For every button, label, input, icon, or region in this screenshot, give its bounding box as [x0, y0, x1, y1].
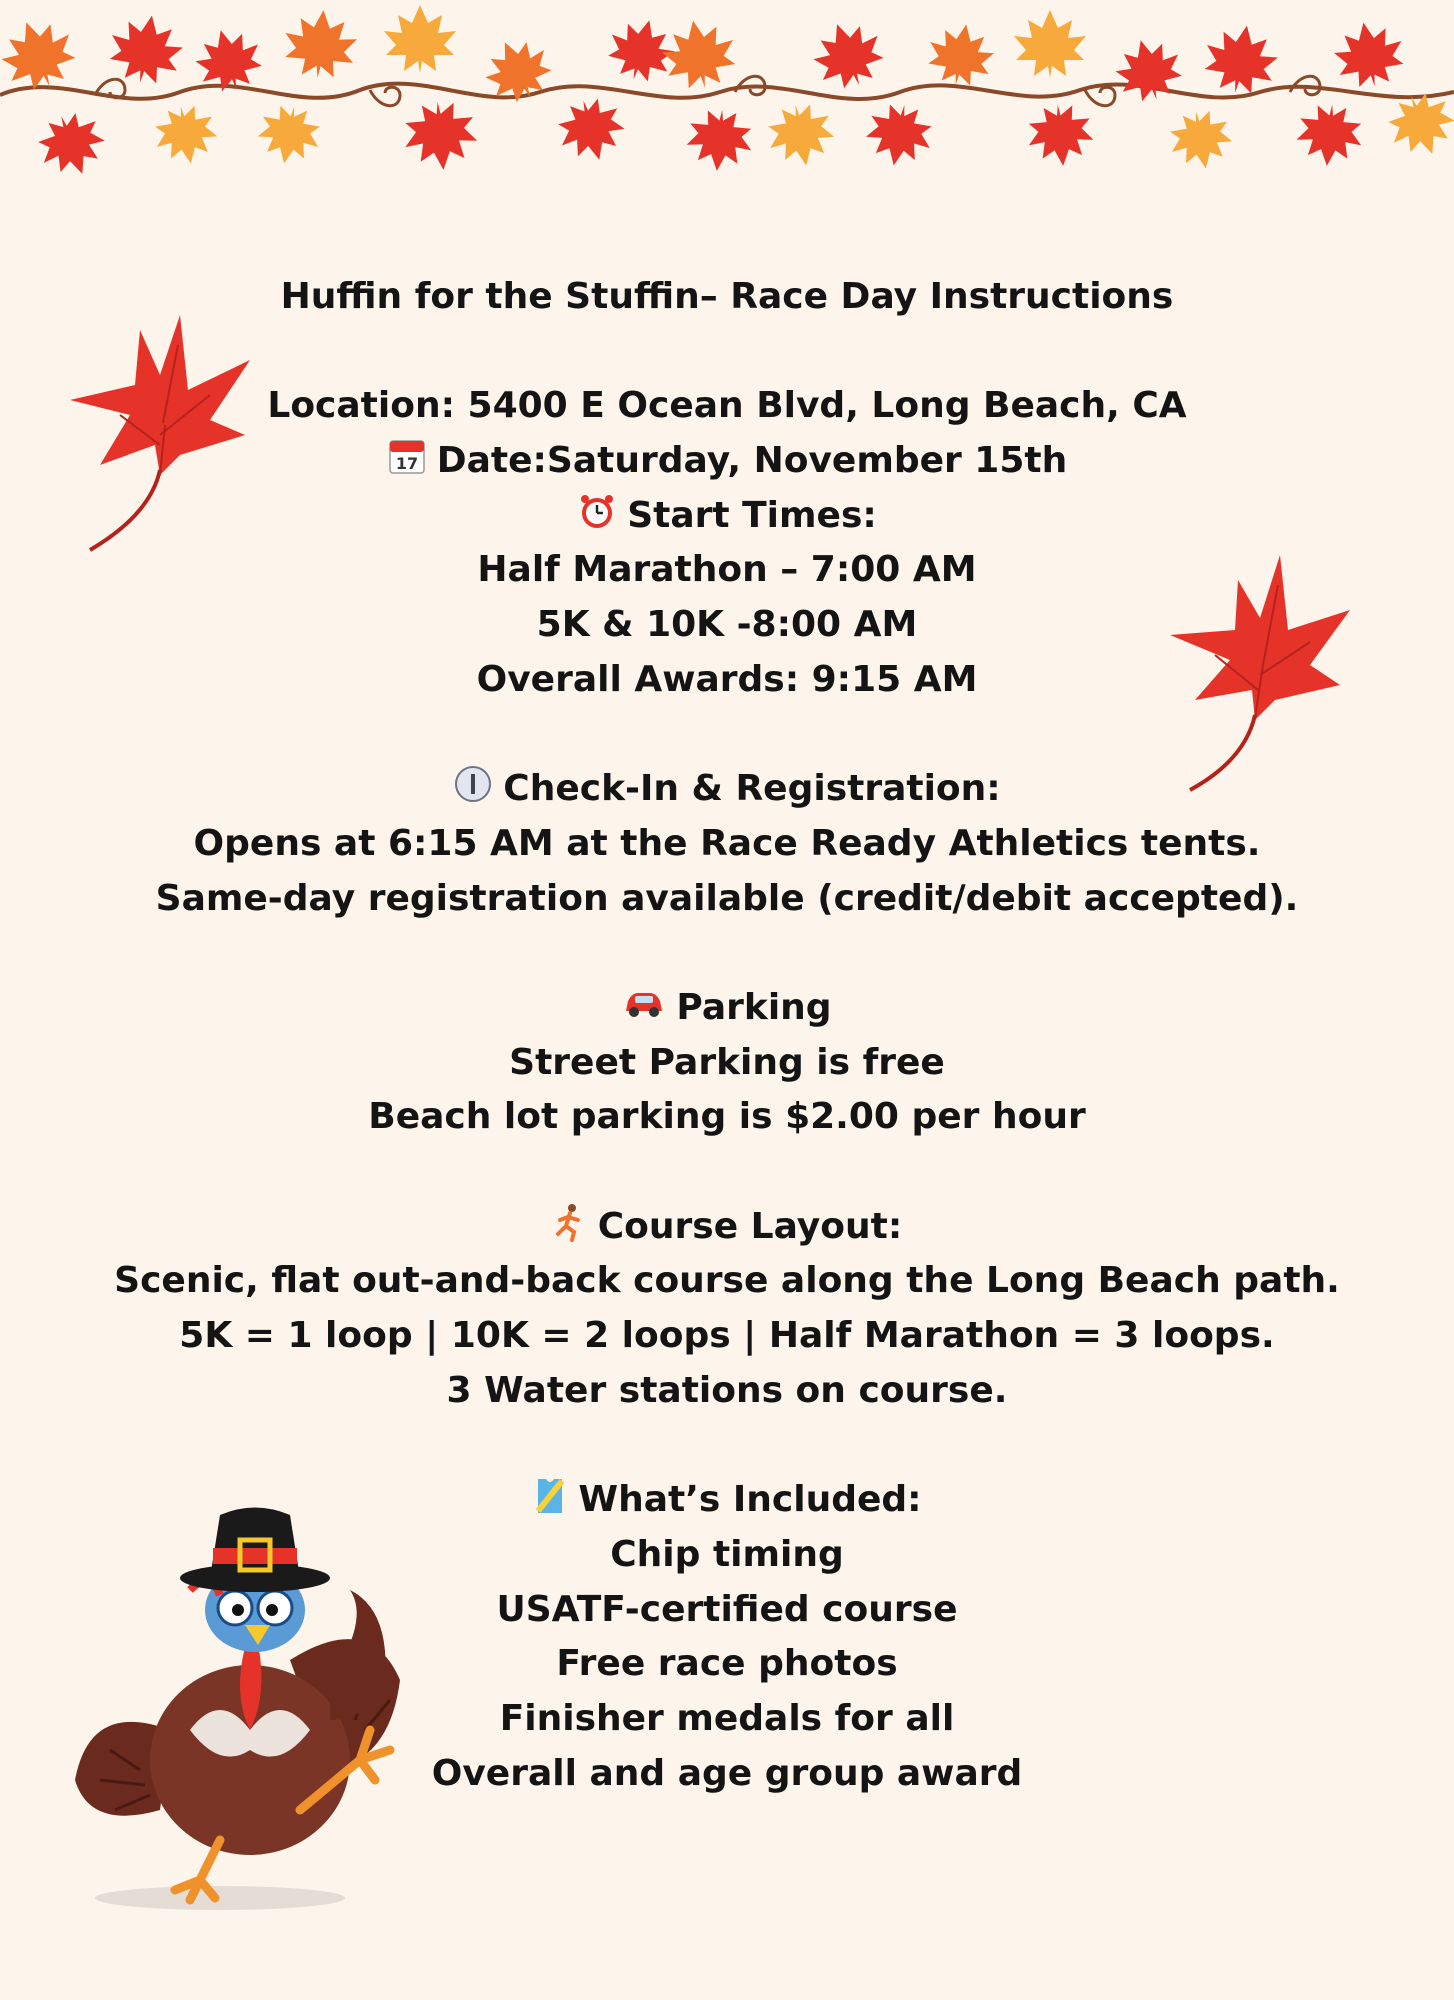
included-item-2: USATF-certified course	[496, 1588, 958, 1630]
start-time-half-marathon: Half Marathon – 7:00 AM	[477, 549, 977, 591]
checkin-line-1: Opens at 6:15 AM at the Race Ready Athletics tents.	[193, 822, 1261, 864]
start-times-heading-line	[0, 489, 1454, 544]
checkin-line-2: Same-day registration available (credit/debit accepted).	[155, 877, 1299, 919]
parking-line-1: Street Parking is free	[509, 1041, 945, 1083]
parking-heading: Parking	[676, 986, 832, 1028]
start-times-heading: Start Times:	[627, 494, 877, 536]
included-item-3: Free race photos	[556, 1643, 898, 1685]
course-heading: Course Layout:	[597, 1205, 903, 1247]
included-item-4: Finisher medals for all	[499, 1697, 955, 1739]
course-line-2: 5K = 1 loop | 10K = 2 loops | Half Marathon = 3 loops.	[179, 1315, 1275, 1357]
checkin-heading: Check-In & Registration:	[503, 768, 1001, 810]
start-time-5k-10k: 5K & 10K -8:00 AM	[536, 604, 918, 646]
running-shirt-icon	[532, 1475, 568, 1515]
course-heading-line	[0, 1200, 1454, 1255]
car-icon	[622, 983, 666, 1023]
date-line	[0, 434, 1454, 489]
page-title: Huffin for the Stuffin– Race Day Instructions	[280, 276, 1174, 317]
info-icon	[453, 764, 493, 804]
location-text: Location: 5400 E Ocean Blvd, Long Beach, CA	[267, 385, 1187, 427]
turkey-illustration	[70, 1430, 430, 1910]
course-line-1: Scenic, flat out-and-back course along the Long Beach path.	[114, 1260, 1340, 1302]
autumn-leaf-garland	[0, 0, 1454, 200]
alarm-clock-icon	[577, 491, 617, 531]
course-line-3: 3 Water stations on course.	[446, 1369, 1008, 1411]
parking-heading-line	[0, 981, 1454, 1036]
included-heading: What’s Included:	[578, 1479, 922, 1521]
checkin-heading-line	[0, 762, 1454, 817]
date-text: Date:Saturday, November 15th	[436, 440, 1068, 482]
calendar-icon	[387, 436, 427, 476]
included-item-1: Chip timing	[610, 1533, 844, 1575]
start-time-awards: Overall Awards: 9:15 AM	[476, 658, 978, 700]
runner-icon	[552, 1202, 588, 1242]
parking-line-2: Beach lot parking is $2.00 per hour	[368, 1096, 1086, 1138]
svg-text:17: 17	[395, 454, 418, 474]
included-item-5: Overall and age group award	[431, 1752, 1023, 1794]
